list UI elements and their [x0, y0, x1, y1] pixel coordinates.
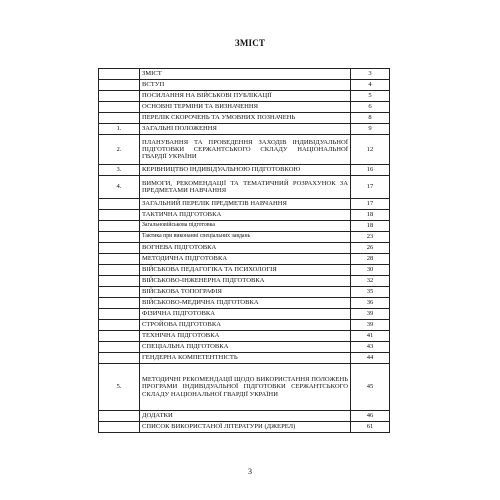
section-title: ВІЙСЬКОВА ПЕДАГОГІКА ТА ПСИХОЛОГІЯ: [140, 265, 351, 276]
section-number: 3.: [99, 165, 140, 176]
section-page: 45: [351, 364, 390, 411]
section-number: [99, 199, 140, 210]
table-row: [99, 331, 390, 342]
table-row: [99, 265, 390, 276]
section-page: 39: [351, 309, 390, 320]
table-row: [99, 165, 390, 176]
table-row: [99, 113, 390, 124]
section-number: [99, 422, 140, 433]
section-page: 3: [351, 69, 390, 80]
table-row: [99, 210, 390, 221]
section-page: 17: [351, 176, 390, 199]
section-number: [99, 353, 140, 364]
section-title: СПЕЦІАЛЬНА ПІДГОТОВКА: [140, 342, 351, 353]
section-title: ПЕРЕЛІК СКОРОЧЕНЬ ТА УМОВНИХ ПОЗНАЧЕНЬ: [140, 113, 351, 124]
section-title: ОСНОВНІ ТЕРМІНИ ТА ВИЗНАЧЕННЯ: [140, 102, 351, 113]
table-row: [99, 276, 390, 287]
page-title: ЗМІСТ: [234, 38, 266, 48]
table-row: [99, 298, 390, 309]
section-number: [99, 221, 140, 232]
table-row: [99, 80, 390, 91]
section-page: 4: [351, 80, 390, 91]
section-number: [99, 91, 140, 102]
table-row: [99, 199, 390, 210]
section-number: 4.: [99, 176, 140, 199]
section-number: [99, 80, 140, 91]
section-number: [99, 331, 140, 342]
section-title: МЕТОДИЧНІ РЕКОМЕНДАЦІЇ ЩОДО ВИКОРИСТАННЯ ПОЛОЖЕНЬ ПРОГРАМИ ІНДИВІДУАЛЬНОЇ ПІДГОТОВКИ СЕРЖАНТСЬКОГО СКЛАДУ НАЦІОНАЛЬНОЇ ГВАРДІЇ УКРАЇНИ: [140, 364, 351, 411]
section-number: [99, 411, 140, 422]
section-title: ВІЙСЬКОВО-ІНЖЕНЕРНА ПІДГОТОВКА: [140, 276, 351, 287]
table-row: [99, 422, 390, 433]
section-title: ГЕНДЕРНА КОМПЕТЕНТНІСТЬ: [140, 353, 351, 364]
section-page: 28: [351, 254, 390, 265]
section-number: [99, 265, 140, 276]
section-page: 43: [351, 342, 390, 353]
section-page: 17: [351, 199, 390, 210]
section-number: [99, 243, 140, 254]
section-number: 2.: [99, 135, 140, 165]
section-number: [99, 102, 140, 113]
section-page: 5: [351, 91, 390, 102]
table-row: [99, 309, 390, 320]
section-title: МЕТОДИЧНА ПІДГОТОВКА: [140, 254, 351, 265]
section-page: 30: [351, 265, 390, 276]
section-number: [99, 309, 140, 320]
section-number: [99, 210, 140, 221]
table-row: [99, 342, 390, 353]
section-number: [99, 287, 140, 298]
table-row: [99, 353, 390, 364]
table-row: [99, 287, 390, 298]
section-title: ВОГНЕВА ПІДГОТОВКА: [140, 243, 351, 254]
section-number: [99, 276, 140, 287]
section-page: 9: [351, 124, 390, 135]
section-title: ВІЙСЬКОВА ТОПОГРАФІЯ: [140, 287, 351, 298]
section-page: 12: [351, 135, 390, 165]
section-title: ВИМОГИ, РЕКОМЕНДАЦІЇ ТА ТЕМАТИЧНИЙ РОЗРАХУНОК ЗА ПРЕДМЕТАМИ НАВЧАННЯ: [140, 176, 351, 199]
section-title: ВІЙСЬКОВО-МЕДИЧНА ПІДГОТОВКА: [140, 298, 351, 309]
section-title: ДОДАТКИ: [140, 411, 351, 422]
section-title: ЗМІСТ: [140, 69, 351, 80]
table-row: [99, 364, 390, 411]
section-page: 44: [351, 353, 390, 364]
section-page: 35: [351, 287, 390, 298]
table-row: [99, 320, 390, 331]
section-page: 41: [351, 331, 390, 342]
section-title: ТЕХНІЧНА ПІДГОТОВКА: [140, 331, 351, 342]
table-row: [99, 176, 390, 199]
table-row: [99, 135, 390, 165]
toc-table: [98, 68, 390, 433]
section-number: [99, 232, 140, 243]
section-number: [99, 342, 140, 353]
table-row: [99, 221, 390, 232]
section-number: [99, 254, 140, 265]
section-page: 18: [351, 221, 390, 232]
section-title: ТАКТИЧНА ПІДГОТОВКА: [140, 210, 351, 221]
section-title: ВСТУП: [140, 80, 351, 91]
table-row: [99, 254, 390, 265]
page-number: 3: [248, 467, 252, 476]
table-row: [99, 232, 390, 243]
section-page: 46: [351, 411, 390, 422]
table-row: [99, 69, 390, 80]
section-page: 18: [351, 210, 390, 221]
section-number: 5.: [99, 364, 140, 411]
section-title: ФІЗИЧНА ПІДГОТОВКА: [140, 309, 351, 320]
section-page: 8: [351, 113, 390, 124]
section-page: 6: [351, 102, 390, 113]
section-page: 39: [351, 320, 390, 331]
section-title: СТРОЙОВА ПІДГОТОВКА: [140, 320, 351, 331]
table-row: [99, 124, 390, 135]
section-title: СПИСОК ВИКОРИСТАНОЇ ЛІТЕРАТУРИ (ДЖЕРЕЛ): [140, 422, 351, 433]
section-title: КЕРІВНИЦТВО ІНДИВІДУАЛЬНОЮ ПІДГОТОВКОЮ: [140, 165, 351, 176]
section-title: ПЛАНУВАННЯ ТА ПРОВЕДЕННЯ ЗАХОДІВ ІНДИВІДУАЛЬНОЇ ПІДГОТОВКИ СЕРЖАНТСЬКОГО СКЛАДУ НАЦІОНАЛЬНОЇ ГВАРДІЇ УКРАЇНИ: [140, 135, 351, 165]
section-title: ПОСИЛАННЯ НА ВІЙСЬКОВІ ПУБЛІКАЦІЇ: [140, 91, 351, 102]
section-number: [99, 69, 140, 80]
section-title: Загальновійськова підготовка: [140, 221, 351, 232]
section-page: 23: [351, 232, 390, 243]
section-page: 61: [351, 422, 390, 433]
section-number: [99, 298, 140, 309]
table-row: [99, 102, 390, 113]
section-number: [99, 113, 140, 124]
table-row: [99, 411, 390, 422]
section-page: 26: [351, 243, 390, 254]
section-number: [99, 320, 140, 331]
table-row: [99, 91, 390, 102]
section-title: ЗАГАЛЬНИЙ ПЕРЕЛІК ПРЕДМЕТІВ НАВЧАННЯ: [140, 199, 351, 210]
section-title: Тактика при виконанні спеціальних завдань: [140, 232, 351, 243]
section-page: 36: [351, 298, 390, 309]
section-title: ЗАГАЛЬНІ ПОЛОЖЕННЯ: [140, 124, 351, 135]
section-number: 1.: [99, 124, 140, 135]
section-page: 32: [351, 276, 390, 287]
section-page: 16: [351, 165, 390, 176]
table-row: [99, 243, 390, 254]
